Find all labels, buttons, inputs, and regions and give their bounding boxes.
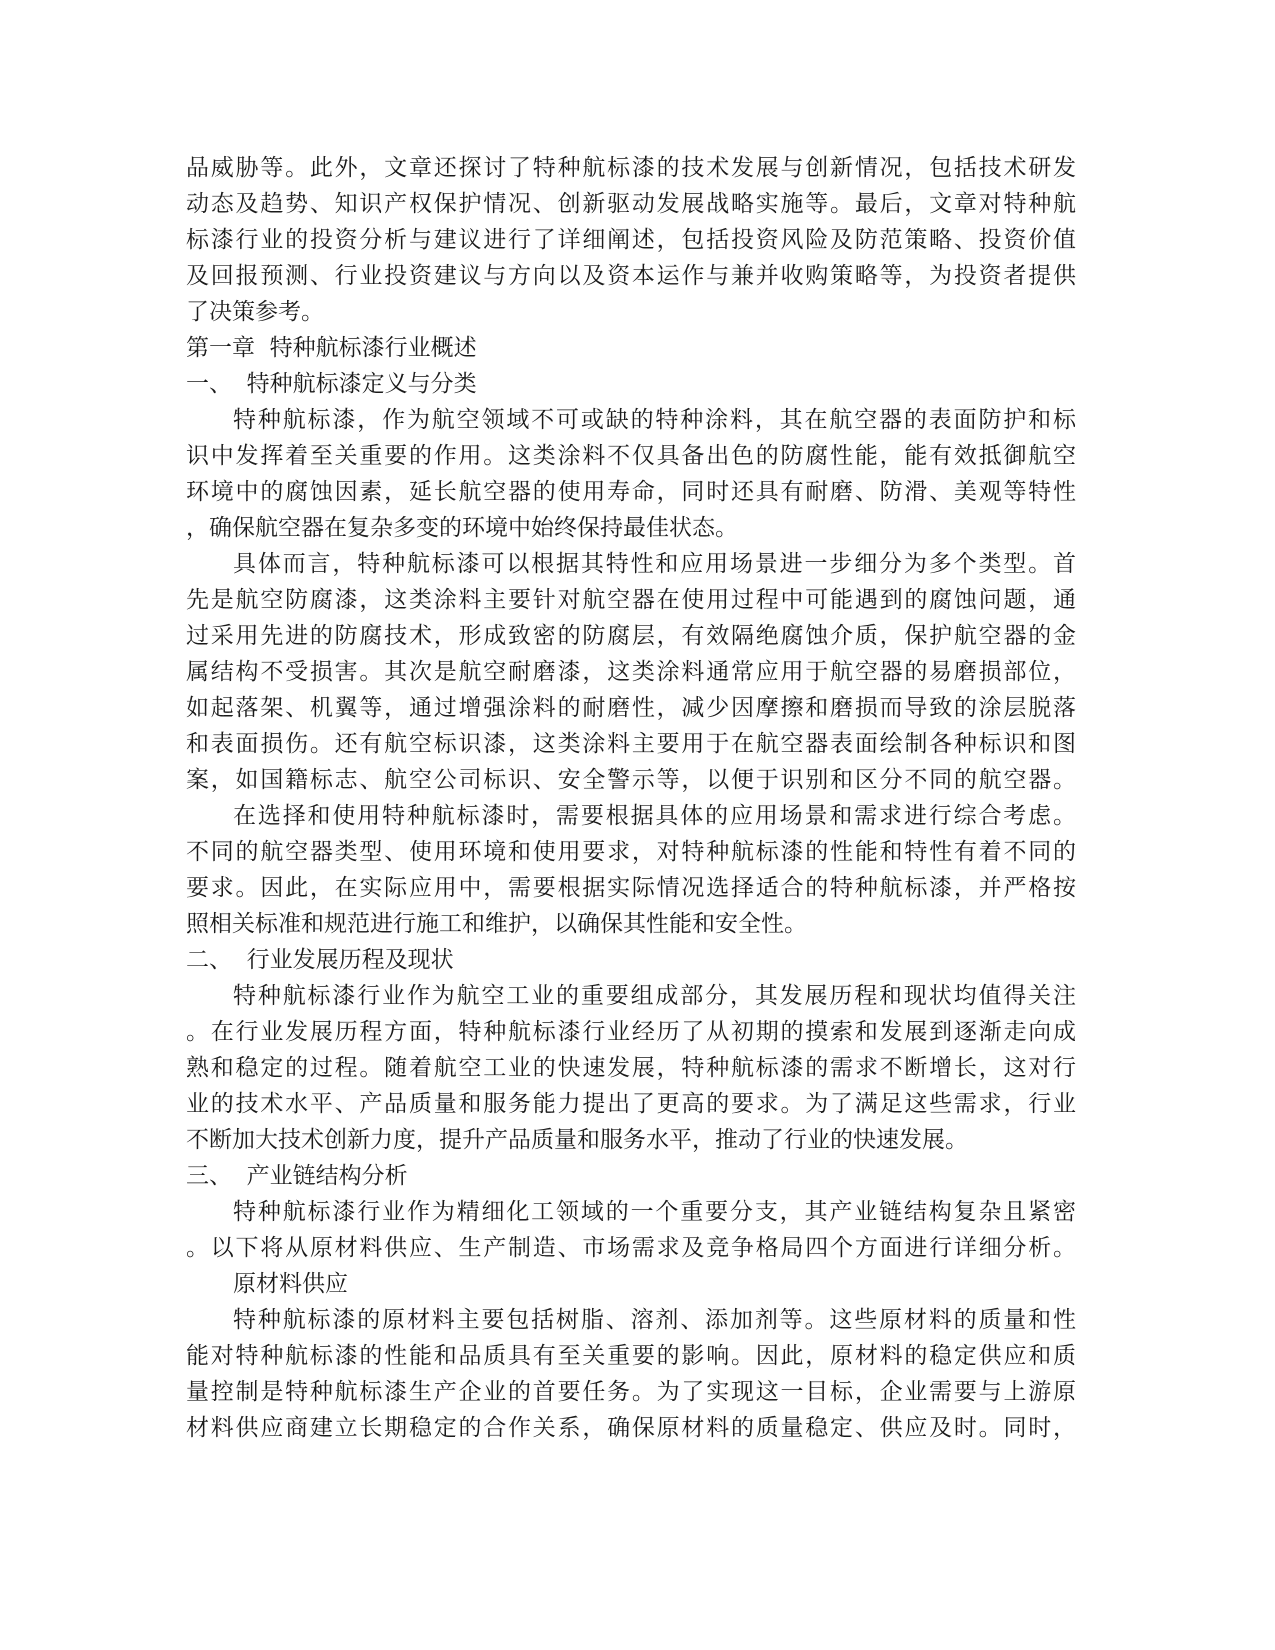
body-text-line: 业的技术水平、产品质量和服务能力提出了更高的要求。为了满足这些需求，行业 [186,1091,1076,1117]
subsection-heading: 原材料供应 [233,1271,348,1297]
body-text-line: 动态及趋势、知识产权保护情况、创新驱动发展战略实施等。最后，文章对特种航 [186,191,1076,217]
body-text-line: 先是航空防腐漆，这类涂料主要针对航空器在使用过程中可能遇到的腐蚀问题，通 [186,587,1076,613]
body-text-line: 品威胁等。此外，文章还探讨了特种航标漆的技术发展与创新情况，包括技术研发 [186,155,1076,181]
paragraph-first-line: 具体而言，特种航标漆可以根据其特性和应用场景进一步细分为多个类型。首 [233,551,1076,577]
paragraph-first-line: 在选择和使用特种航标漆时，需要根据具体的应用场景和需求进行综合考虑。 [233,803,1076,829]
body-text-line: ，确保航空器在复杂多变的环境中始终保持最佳状态。 [186,515,738,541]
body-text-line: 。在行业发展历程方面，特种航标漆行业经历了从初期的摸索和发展到逐渐走向成 [186,1019,1076,1045]
body-text-line: 和表面损伤。还有航空标识漆，这类涂料主要用于在航空器表面绘制各种标识和图 [186,731,1076,757]
body-text-line: 标漆行业的投资分析与建议进行了详细阐述，包括投资风险及防范策略、投资价值 [186,227,1076,253]
body-text-line: 要求。因此，在实际应用中，需要根据实际情况选择适合的特种航标漆，并严格按 [186,875,1076,901]
section-heading: 一、 特种航标漆定义与分类 [186,371,477,397]
body-text-line: 属结构不受损害。其次是航空耐磨漆，这类涂料通常应用于航空器的易磨损部位， [186,659,1076,685]
paragraph-first-line: 特种航标漆行业作为航空工业的重要组成部分，其发展历程和现状均值得关注 [233,983,1076,1009]
document-body [186,150,1076,1446]
chapter-heading: 第一章 特种航标漆行业概述 [186,335,477,361]
body-text-line: 案，如国籍标志、航空公司标识、安全警示等，以便于识别和区分不同的航空器。 [186,767,1076,793]
body-text-line: 熟和稳定的过程。随着航空工业的快速发展，特种航标漆的需求不断增长，这对行 [186,1055,1076,1081]
paragraph-first-line: 特种航标漆行业作为精细化工领域的一个重要分支，其产业链结构复杂且紧密 [233,1199,1076,1225]
body-text-line: 照相关标准和规范进行施工和维护，以确保其性能和安全性。 [186,911,807,937]
body-text-line: 环境中的腐蚀因素，延长航空器的使用寿命，同时还具有耐磨、防滑、美观等特性 [186,479,1076,505]
body-text-line: 材料供应商建立长期稳定的合作关系，确保原材料的质量稳定、供应及时。同时， [186,1415,1076,1441]
body-text-line: 不断加大技术创新力度，提升产品质量和服务水平，推动了行业的快速发展。 [186,1127,968,1153]
paragraph-first-line: 特种航标漆，作为航空领域不可或缺的特种涂料，其在航空器的表面防护和标 [233,407,1076,433]
body-text-line: 能对特种航标漆的性能和品质具有至关重要的影响。因此，原材料的稳定供应和质 [186,1343,1076,1369]
body-text-line: 不同的航空器类型、使用环境和使用要求，对特种航标漆的性能和特性有着不同的 [186,839,1076,865]
paragraph-first-line: 特种航标漆的原材料主要包括树脂、溶剂、添加剂等。这些原材料的质量和性 [233,1307,1076,1333]
body-text-line: 。以下将从原材料供应、生产制造、市场需求及竞争格局四个方面进行详细分析。 [186,1235,1076,1261]
body-text-line: 识中发挥着至关重要的作用。这类涂料不仅具备出色的防腐性能，能有效抵御航空 [186,443,1076,469]
body-text-line: 及回报预测、行业投资建议与方向以及资本运作与兼并收购策略等，为投资者提供 [186,263,1076,289]
body-text-line: 过采用先进的防腐技术，形成致密的防腐层，有效隔绝腐蚀介质，保护航空器的金 [186,623,1076,649]
body-text-line: 量控制是特种航标漆生产企业的首要任务。为了实现这一目标，企业需要与上游原 [186,1379,1076,1405]
body-text-line: 如起落架、机翼等，通过增强涂料的耐磨性，减少因摩擦和磨损而导致的涂层脱落 [186,695,1076,721]
section-heading: 三、 产业链结构分析 [186,1163,408,1189]
body-text-line: 了决策参考。 [186,299,324,325]
section-heading: 二、 行业发展历程及现状 [186,947,454,973]
